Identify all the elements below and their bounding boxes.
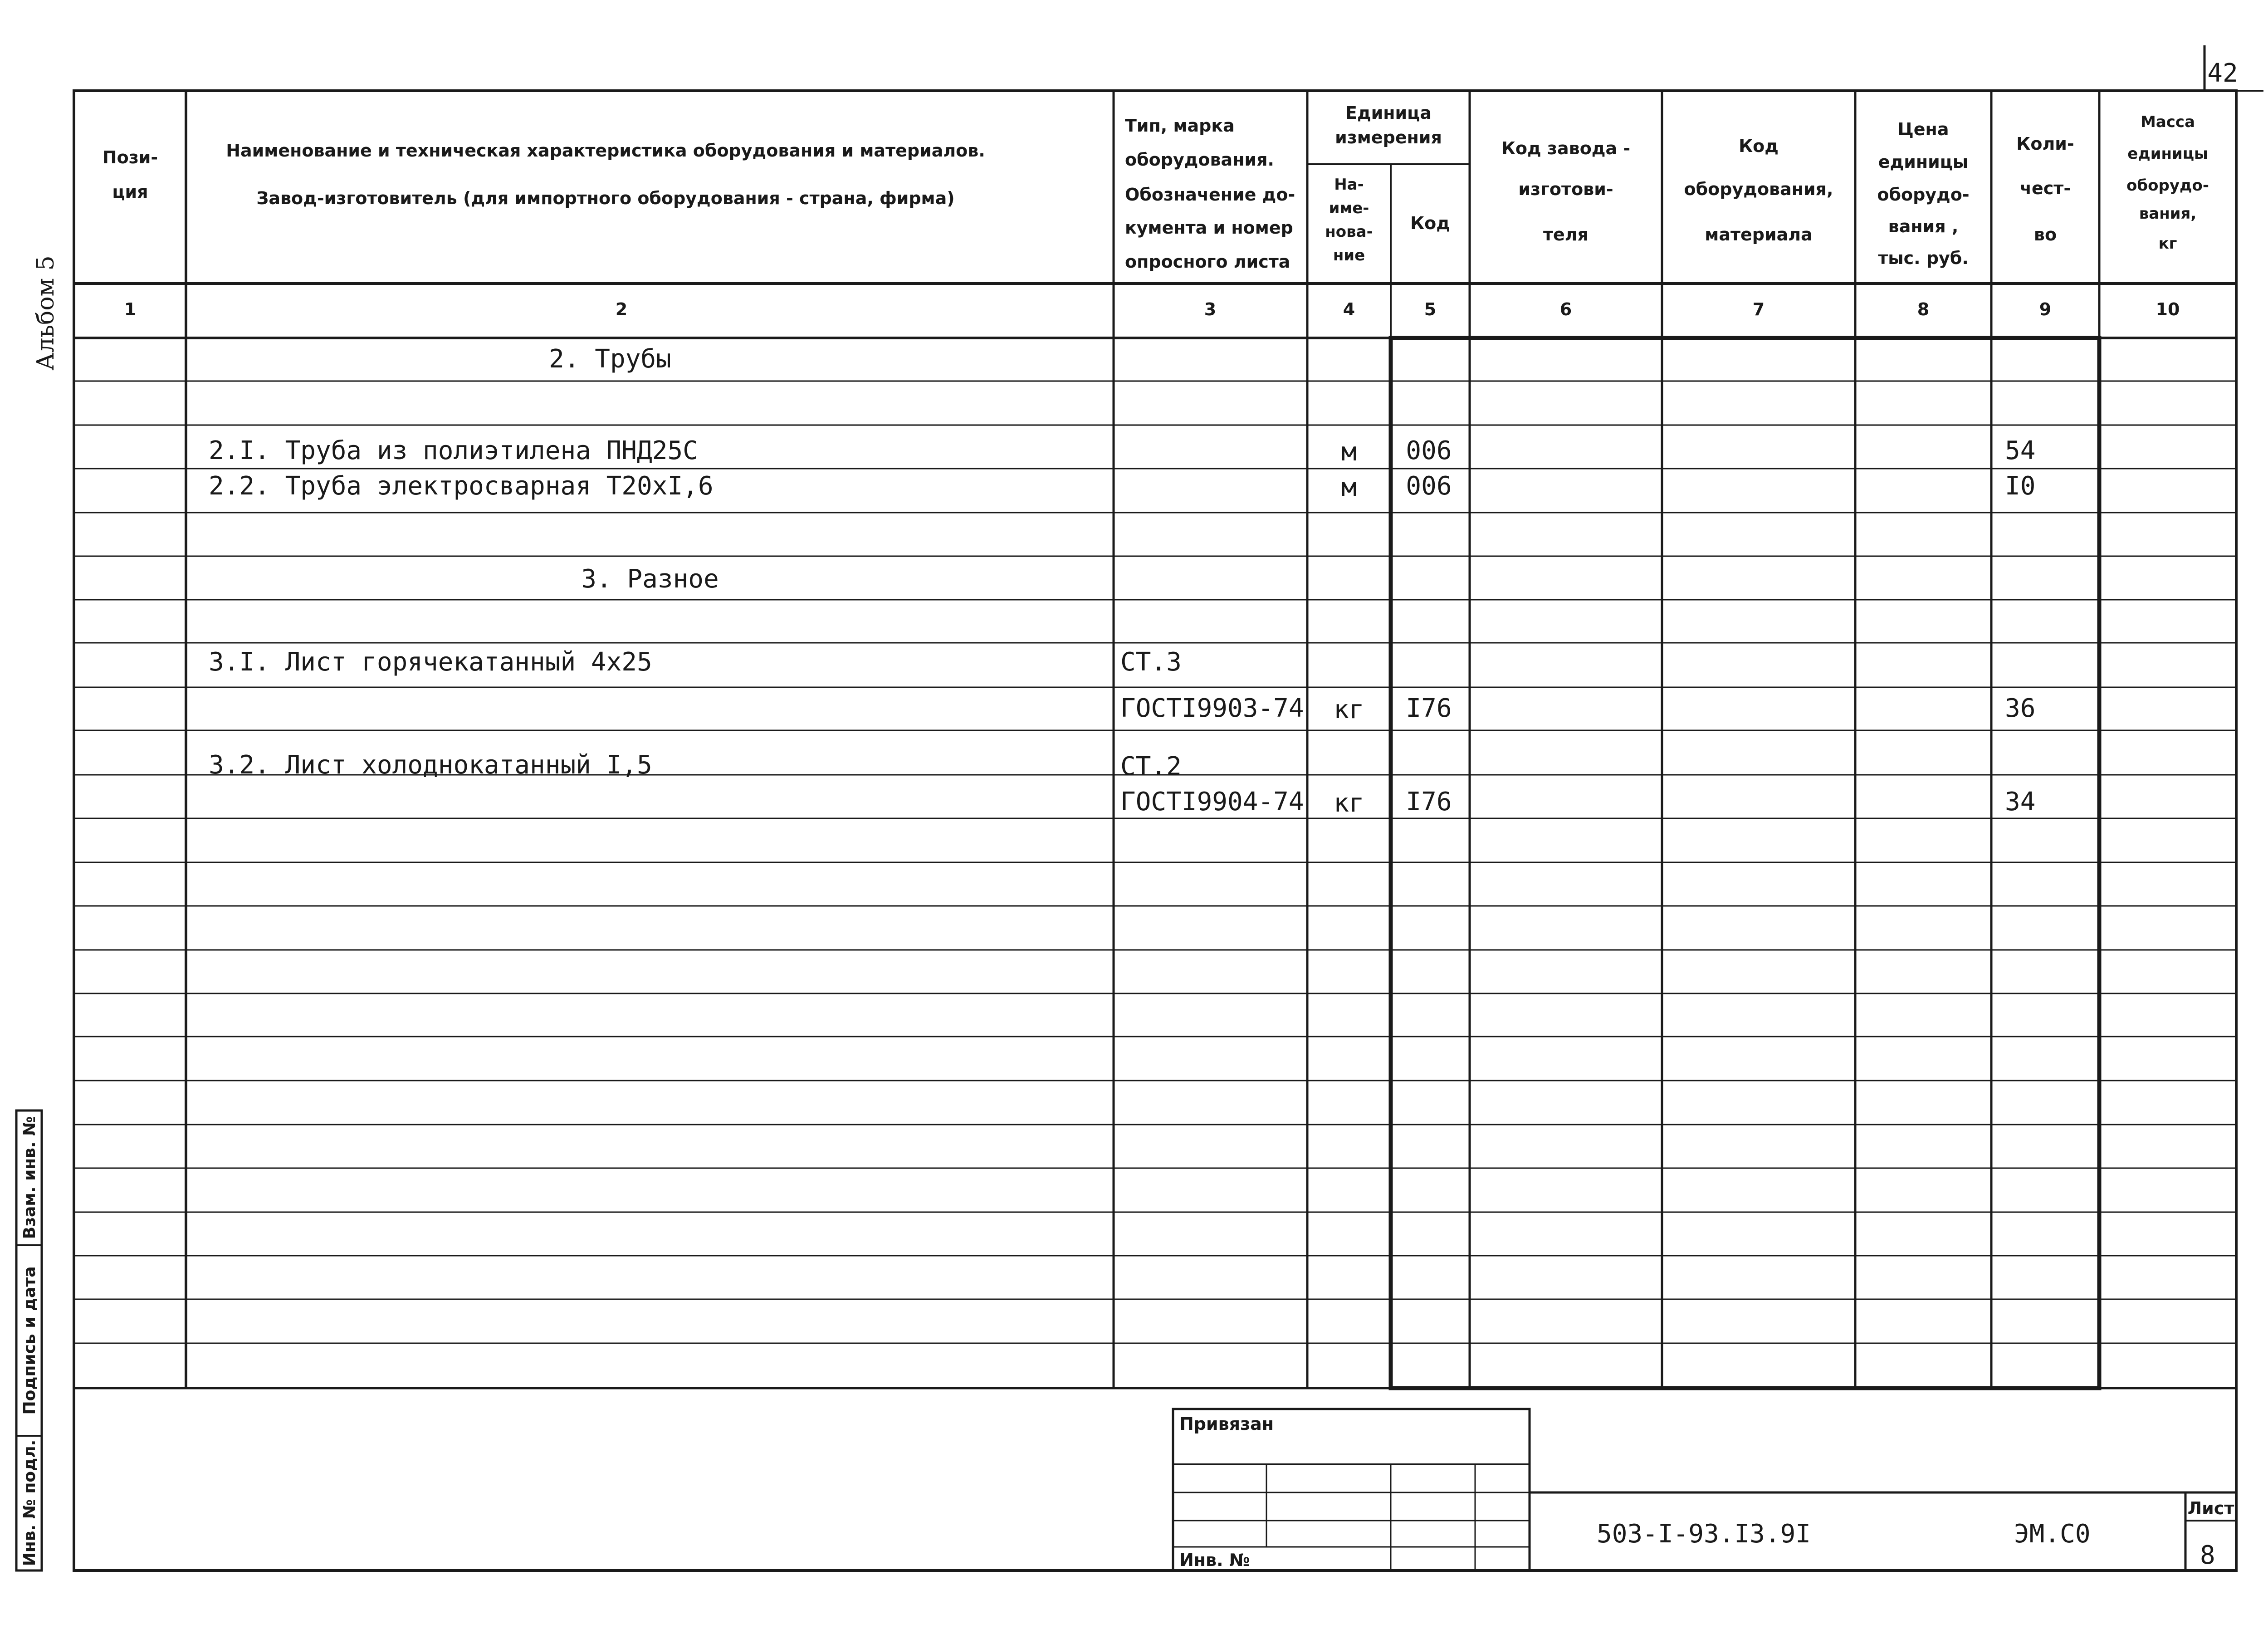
row-quantity: 54 <box>2005 436 2036 465</box>
header-line: Код завода - <box>1501 138 1631 158</box>
row-name: 3.I. Лист горячекатанный 4х25 <box>209 647 652 677</box>
row-type: ГОСТI9903-74 <box>1120 694 1304 723</box>
header-line: Завод-изготовитель (для импортного оборудования - страна, фирма) <box>256 188 955 208</box>
header-line: опросного листа <box>1125 252 1290 272</box>
column-numbers <box>124 299 2180 319</box>
header-equipment-code <box>1684 136 1833 245</box>
header-quantity <box>2016 134 2074 245</box>
table-body <box>209 344 2035 818</box>
row-type: ГОСТI9904-74 <box>1120 787 1304 817</box>
sheet-number: 8 <box>2200 1541 2215 1570</box>
header-line: вания , <box>1888 216 1959 236</box>
row-unit: м <box>1341 437 1357 467</box>
row-unit: м <box>1341 473 1357 502</box>
row-quantity: 34 <box>2005 787 2036 817</box>
row-type: СТ.2 <box>1120 752 1182 781</box>
row-unit: кг <box>1334 695 1364 724</box>
column-number: 8 <box>1917 299 1930 319</box>
stamp-signature-date: Подпись и дата <box>20 1266 39 1415</box>
header-line: име- <box>1329 199 1369 217</box>
header-line: нова- <box>1325 223 1373 241</box>
header-line: теля <box>1543 225 1589 245</box>
header-line: Наименование и техническая характеристика оборудования и материалов. <box>226 141 985 161</box>
header-line: во <box>2033 225 2057 245</box>
header-line: кг <box>2158 235 2177 253</box>
header-line: ние <box>1333 246 1365 264</box>
header-unit-name <box>1325 176 1373 264</box>
document-code: 503-I-93.I3.9I <box>1597 1519 1811 1549</box>
header-line: вания, <box>2139 205 2197 223</box>
header-type <box>1125 116 1295 272</box>
header-line: чест- <box>2019 178 2071 198</box>
header-line: Обозначение до- <box>1125 185 1295 205</box>
row-type: СТ.3 <box>1120 647 1182 677</box>
header-mass <box>2126 113 2209 253</box>
column-number: 9 <box>2039 299 2052 319</box>
row-code: I76 <box>1406 694 1452 723</box>
header-line: На- <box>1334 176 1364 194</box>
header-line: оборудо- <box>2126 176 2209 195</box>
linked-label: Привязан <box>1179 1414 1274 1434</box>
header-line: изготови- <box>1518 179 1613 199</box>
outer-frame <box>74 91 2236 1570</box>
row-code: 006 <box>1406 471 1452 501</box>
header-line: кумента и номер <box>1125 218 1293 238</box>
section-heading: 3. Разное <box>581 564 719 594</box>
header-name <box>226 141 985 208</box>
column-number: 7 <box>1752 299 1765 319</box>
column-number: 2 <box>615 299 628 319</box>
column-number: 3 <box>1204 299 1217 319</box>
header-line: оборудования, <box>1684 179 1833 199</box>
row-name: 2.2. Труба электросварная Т20хI,6 <box>209 471 714 501</box>
header-line: ция <box>112 182 148 202</box>
header-line: Пози- <box>102 147 158 167</box>
row-quantity: I0 <box>2005 471 2036 501</box>
row-quantity: 36 <box>2005 694 2036 723</box>
header-line: материала <box>1705 225 1813 245</box>
header-line: Тип, марка <box>1125 116 1235 136</box>
page-number: 42 <box>2207 59 2238 88</box>
inv-label: Инв. № <box>1179 1550 1250 1570</box>
header-line: единицы <box>1878 152 1969 172</box>
document-mark: ЭМ.С0 <box>2014 1519 2091 1549</box>
header-unit-code: Код <box>1410 213 1450 233</box>
header-line: оборудо- <box>1877 185 1970 205</box>
row-unit: кг <box>1334 788 1364 818</box>
column-number: 1 <box>124 299 137 319</box>
header-line: измерения <box>1335 127 1442 147</box>
album-label: Альбом 5 <box>32 255 59 371</box>
column-number: 10 <box>2156 299 2180 319</box>
header-line: Единица <box>1345 103 1432 123</box>
column-number: 6 <box>1559 299 1572 319</box>
header-line: Код <box>1739 136 1779 156</box>
row-name: 3.2. Лист холоднокатанный I,5 <box>209 750 652 780</box>
header-line: единицы <box>2127 145 2208 163</box>
header-line: оборудования. <box>1125 150 1274 170</box>
header-price <box>1877 119 1969 268</box>
column-number: 4 <box>1343 299 1355 319</box>
row-name: 2.I. Труба из полиэтилена ПНД25С <box>209 436 698 465</box>
stamp-original-inv: Инв. № подл. <box>20 1439 39 1566</box>
sheet-label: Лист <box>2187 1498 2234 1518</box>
column-number: 5 <box>1424 299 1437 319</box>
header-manufacturer-code <box>1501 138 1630 245</box>
header-line: Масса <box>2140 113 2195 131</box>
header-line: тыс. руб. <box>1878 248 1969 268</box>
row-code: 006 <box>1406 436 1452 465</box>
row-code: I76 <box>1406 787 1452 817</box>
header-line: Коли- <box>2016 134 2074 154</box>
stamp-replacement-inv: Взам. инв. № <box>20 1116 39 1239</box>
header-unit-group <box>1335 103 1442 147</box>
section-heading: 2. Трубы <box>549 344 671 374</box>
header-line: Цена <box>1897 119 1949 139</box>
header-position <box>103 147 158 202</box>
